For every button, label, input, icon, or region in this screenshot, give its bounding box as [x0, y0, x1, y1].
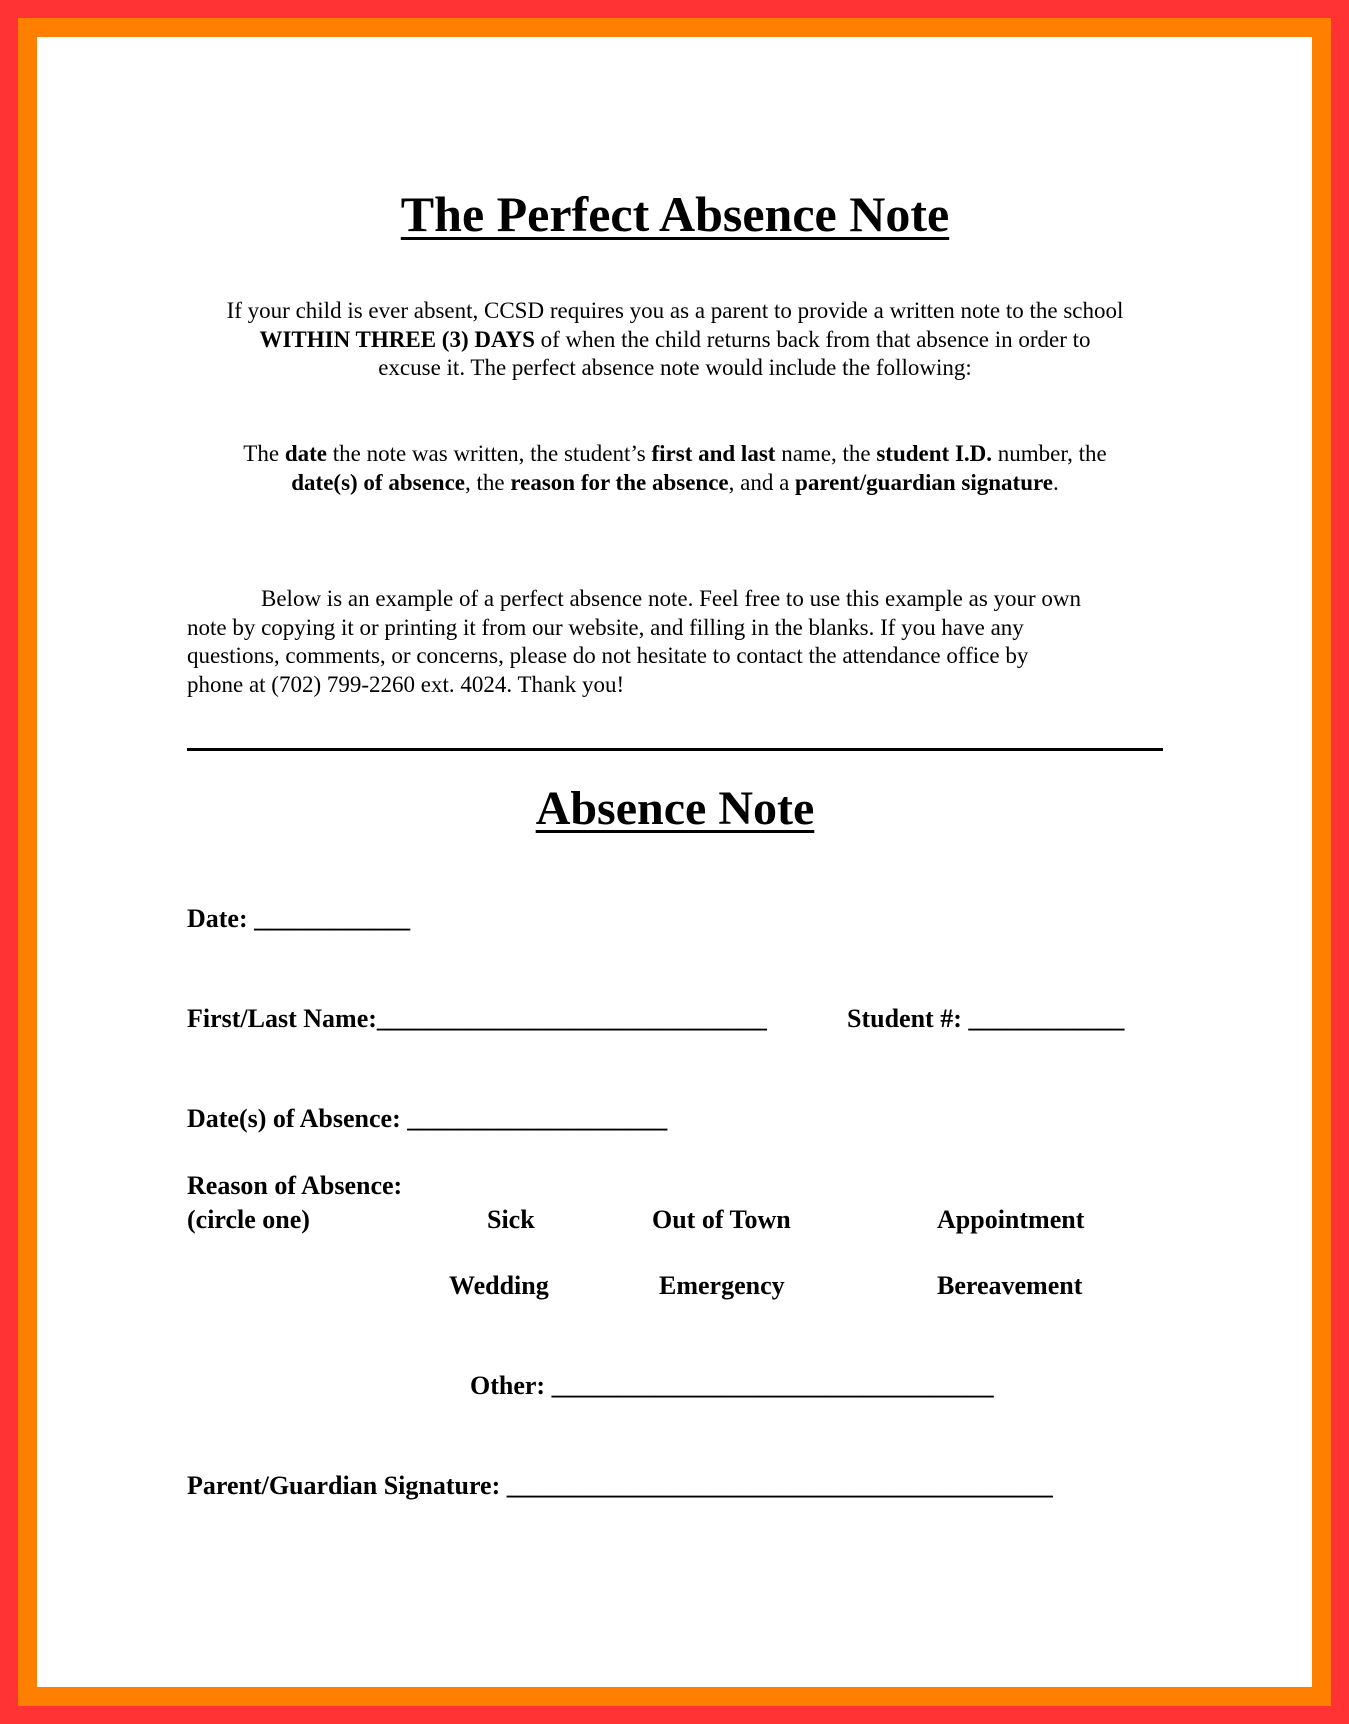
date-field[interactable]: Date: ____________	[187, 904, 411, 933]
student-number-field[interactable]: Student #: ____________	[847, 1004, 1125, 1033]
name-field[interactable]: First/Last Name:______________________________	[187, 1004, 767, 1033]
req-text: The	[243, 441, 285, 466]
option-sick[interactable]: Sick	[487, 1205, 535, 1234]
section-divider	[187, 748, 1163, 751]
req-bold: parent/guardian signature	[795, 469, 1053, 495]
absence-dates-field[interactable]: Date(s) of Absence: ____________________	[187, 1104, 668, 1133]
intro-line-1: If your child is ever absent, CCSD requires you as a parent to provide a written note to the school	[226, 298, 1124, 323]
req-bold: date(s) of absence	[291, 469, 465, 495]
req-text: name, the	[775, 441, 877, 466]
document-page	[37, 37, 1312, 1687]
option-emergency[interactable]: Emergency	[659, 1271, 785, 1300]
req-text: .	[1053, 469, 1059, 495]
req-bold: student I.D.	[876, 441, 993, 466]
instructions-line-4: phone at (702) 799-2260 ext. 4024. Thank you!	[187, 671, 625, 697]
intro-paragraph	[187, 297, 1163, 383]
other-field[interactable]: Other: __________________________________	[470, 1371, 994, 1400]
req-text: , and a	[728, 469, 796, 495]
req-bold: reason for the absence	[510, 469, 729, 495]
requirements-line-1	[187, 440, 1163, 469]
requirements-paragraph	[187, 440, 1163, 497]
instructions-paragraph	[187, 585, 1163, 699]
requirements-line-2	[187, 469, 1163, 498]
document-content	[187, 37, 1163, 1687]
reason-label: Reason of Absence:	[187, 1171, 403, 1200]
instructions-line-2: note by copying it or printing it from our website, and filling in the blanks. If you have any	[187, 614, 1024, 640]
instructions-text: Below is an example of a perfect absence note. Feel free to use this example as your own	[261, 586, 1082, 611]
intro-line-3: excuse it. The perfect absence note would include the following:	[378, 355, 972, 380]
form-title: Absence Note	[535, 782, 815, 835]
deadline-emphasis: WITHIN THREE (3) DAYS	[259, 326, 535, 352]
req-text: number, the	[992, 441, 1107, 466]
circle-one-label: (circle one)	[187, 1205, 310, 1234]
req-text: the note was written, the student’s	[326, 441, 652, 466]
req-bold: date	[284, 441, 327, 466]
option-bereavement[interactable]: Bereavement	[937, 1271, 1083, 1300]
option-wedding[interactable]: Wedding	[449, 1271, 549, 1300]
intro-line-2	[187, 326, 1163, 355]
signature-field[interactable]: Parent/Guardian Signature: __________________________________________	[187, 1471, 1053, 1500]
req-text: , the	[465, 469, 511, 495]
option-out-of-town[interactable]: Out of Town	[652, 1205, 791, 1234]
intro-line-2-rest: of when the child returns back from that absence in order to	[534, 326, 1091, 352]
option-appointment[interactable]: Appointment	[937, 1205, 1085, 1234]
instructions-line-1	[187, 585, 1163, 614]
req-bold: first and last	[651, 441, 776, 466]
page-title: The Perfect Absence Note	[400, 186, 950, 242]
instructions-line-3: questions, comments, or concerns, please do not hesitate to contact the attendance office by	[187, 643, 1029, 668]
